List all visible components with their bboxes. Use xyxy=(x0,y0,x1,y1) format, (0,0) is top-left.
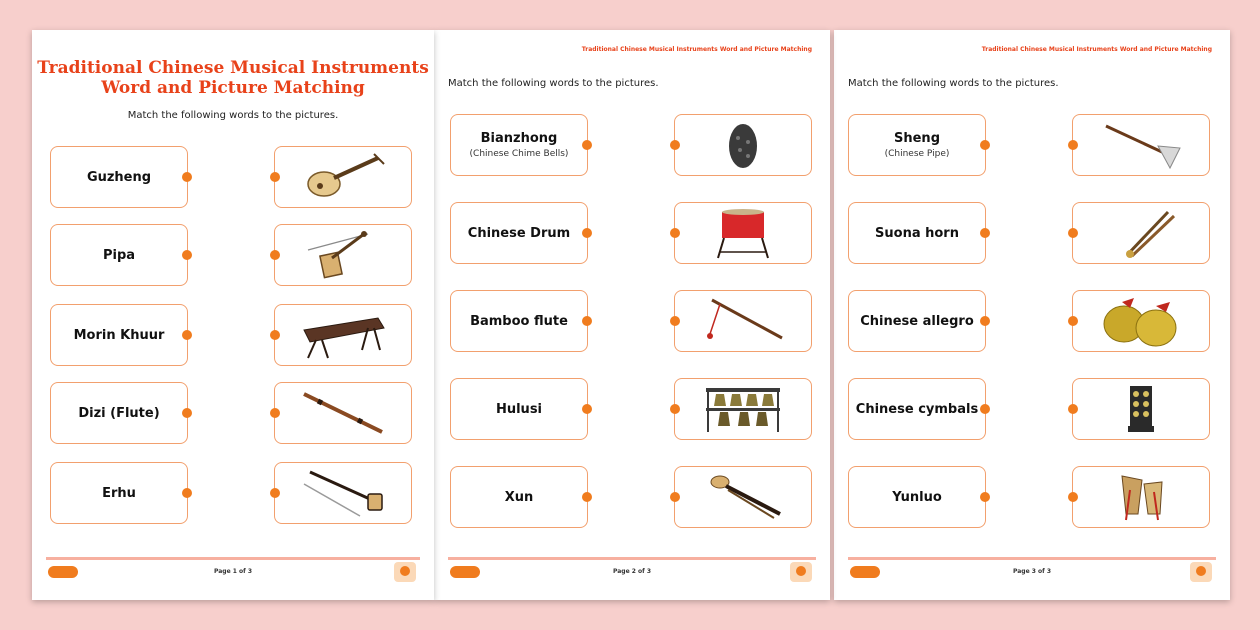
suona-horn-image xyxy=(1096,118,1186,172)
instruction-text: Match the following words to the pictures. xyxy=(127,110,339,121)
title-line-2: Word and Picture Matching xyxy=(101,78,365,98)
match-dot[interactable] xyxy=(582,404,592,414)
chinese-drum-image xyxy=(698,206,788,260)
match-dot[interactable] xyxy=(182,172,192,182)
match-dot[interactable] xyxy=(582,492,592,502)
match-dot[interactable] xyxy=(182,330,192,340)
worksheet-title xyxy=(32,58,434,98)
instruction-text: Match the following words to the pictures. xyxy=(848,78,1059,89)
title-line-1: Traditional Chinese Musical Instruments xyxy=(37,58,429,78)
match-dot[interactable] xyxy=(670,492,680,502)
word-label: Guzheng xyxy=(86,169,152,185)
match-dot[interactable] xyxy=(582,316,592,326)
page-footer xyxy=(848,557,1216,586)
picture-card-pipa[interactable] xyxy=(274,146,412,208)
match-dot[interactable] xyxy=(182,408,192,418)
word-label: Pipa xyxy=(102,247,136,263)
word-card-yunluo[interactable] xyxy=(848,466,986,528)
brand-badge-icon xyxy=(790,562,812,582)
match-dot[interactable] xyxy=(182,250,192,260)
picture-card-hulusi[interactable] xyxy=(674,466,812,528)
picture-card-bamboo-flute[interactable] xyxy=(674,290,812,352)
match-dot[interactable] xyxy=(1068,228,1078,238)
pipa-image xyxy=(298,150,388,204)
match-dot[interactable] xyxy=(670,404,680,414)
page-number: Page 3 of 3 xyxy=(1013,568,1051,575)
word-card-chinese-cymbals[interactable] xyxy=(848,378,986,440)
word-card-pipa[interactable] xyxy=(50,224,188,286)
word-card-erhu[interactable] xyxy=(50,462,188,524)
match-dot[interactable] xyxy=(270,250,280,260)
picture-card-suona-horn[interactable] xyxy=(1072,114,1210,176)
word-label: Dizi (Flute) xyxy=(78,405,160,421)
match-dot[interactable] xyxy=(1068,140,1078,150)
match-dot[interactable] xyxy=(582,228,592,238)
picture-card-yunluo[interactable] xyxy=(1072,378,1210,440)
word-label: Chinese Drum xyxy=(467,225,571,241)
picture-card-chinese-allegro[interactable] xyxy=(1072,466,1210,528)
picture-card-dizi[interactable] xyxy=(274,382,412,444)
match-dot[interactable] xyxy=(1068,492,1078,502)
word-label: Erhu xyxy=(102,485,136,501)
word-card-suona-horn[interactable] xyxy=(848,202,986,264)
match-dot[interactable] xyxy=(670,316,680,326)
sheng-image xyxy=(1096,206,1186,260)
word-card-bamboo-flute[interactable] xyxy=(450,290,588,352)
word-card-guzheng[interactable] xyxy=(50,146,188,208)
page-footer xyxy=(448,557,816,586)
worksheet-page-2 xyxy=(434,30,830,600)
chinese-cymbals-image xyxy=(1096,294,1186,348)
match-dot[interactable] xyxy=(980,492,990,502)
picture-card-chinese-cymbals[interactable] xyxy=(1072,290,1210,352)
match-dot[interactable] xyxy=(1068,404,1078,414)
match-dot[interactable] xyxy=(270,488,280,498)
word-card-sheng[interactable] xyxy=(848,114,986,176)
word-card-morin-khuur[interactable] xyxy=(50,304,188,366)
worksheet-page-3 xyxy=(834,30,1230,600)
chinese-allegro-image xyxy=(1096,470,1186,524)
word-sublabel: (Chinese Chime Bells) xyxy=(469,149,569,159)
word-label: Suona horn xyxy=(875,225,959,241)
brand-badge-icon xyxy=(394,562,416,582)
match-dot[interactable] xyxy=(980,404,990,414)
match-dot[interactable] xyxy=(1068,316,1078,326)
word-card-chinese-drum[interactable] xyxy=(450,202,588,264)
hulusi-image xyxy=(698,470,788,524)
yunluo-image xyxy=(1096,382,1186,436)
match-dot[interactable] xyxy=(980,228,990,238)
erhu-image xyxy=(298,466,388,520)
word-card-bianzhong[interactable] xyxy=(450,114,588,176)
brand-badge-icon xyxy=(1190,562,1212,582)
match-dot[interactable] xyxy=(980,316,990,326)
word-label: Xun xyxy=(504,489,534,505)
morin-khuur-image xyxy=(298,228,388,282)
instruction-text: Match the following words to the pictures. xyxy=(448,78,659,89)
match-dot[interactable] xyxy=(270,330,280,340)
picture-card-xun[interactable] xyxy=(674,114,812,176)
picture-card-guzheng[interactable] xyxy=(274,304,412,366)
word-card-chinese-allegro[interactable] xyxy=(848,290,986,352)
match-dot[interactable] xyxy=(182,488,192,498)
page-number: Page 1 of 3 xyxy=(214,568,252,575)
page-number: Page 2 of 3 xyxy=(613,568,651,575)
match-dot[interactable] xyxy=(270,172,280,182)
word-card-hulusi[interactable] xyxy=(450,378,588,440)
worksheet-page-1 xyxy=(32,30,434,600)
guzheng-image xyxy=(298,308,388,362)
match-dot[interactable] xyxy=(582,140,592,150)
page-header: Traditional Chinese Musical Instruments Word and Picture Matching xyxy=(581,46,812,53)
dizi-image xyxy=(298,386,388,440)
word-sublabel: (Chinese Pipe) xyxy=(884,149,950,159)
picture-card-erhu[interactable] xyxy=(274,462,412,524)
bianzhong-image xyxy=(698,382,788,436)
match-dot[interactable] xyxy=(670,140,680,150)
word-card-dizi[interactable] xyxy=(50,382,188,444)
word-label: Chinese allegro xyxy=(860,313,974,329)
match-dot[interactable] xyxy=(270,408,280,418)
word-label: Hulusi xyxy=(495,401,543,417)
word-card-xun[interactable] xyxy=(450,466,588,528)
word-label: Chinese cymbals xyxy=(855,401,979,417)
picture-card-chinese-drum[interactable] xyxy=(674,202,812,264)
picture-card-sheng[interactable] xyxy=(1072,202,1210,264)
picture-card-morin-khuur[interactable] xyxy=(274,224,412,286)
page-header: Traditional Chinese Musical Instruments Word and Picture Matching xyxy=(981,46,1212,53)
picture-card-bianzhong[interactable] xyxy=(674,378,812,440)
xun-image xyxy=(698,118,788,172)
word-label: Morin Khuur xyxy=(73,327,165,343)
match-dot[interactable] xyxy=(980,140,990,150)
match-dot[interactable] xyxy=(670,228,680,238)
bamboo-flute-image xyxy=(698,294,788,348)
word-label: Bianzhong xyxy=(480,131,558,146)
page-footer xyxy=(46,557,420,586)
word-label: Sheng xyxy=(894,131,940,146)
word-label: Yunluo xyxy=(892,489,942,505)
word-label: Bamboo flute xyxy=(470,313,568,329)
